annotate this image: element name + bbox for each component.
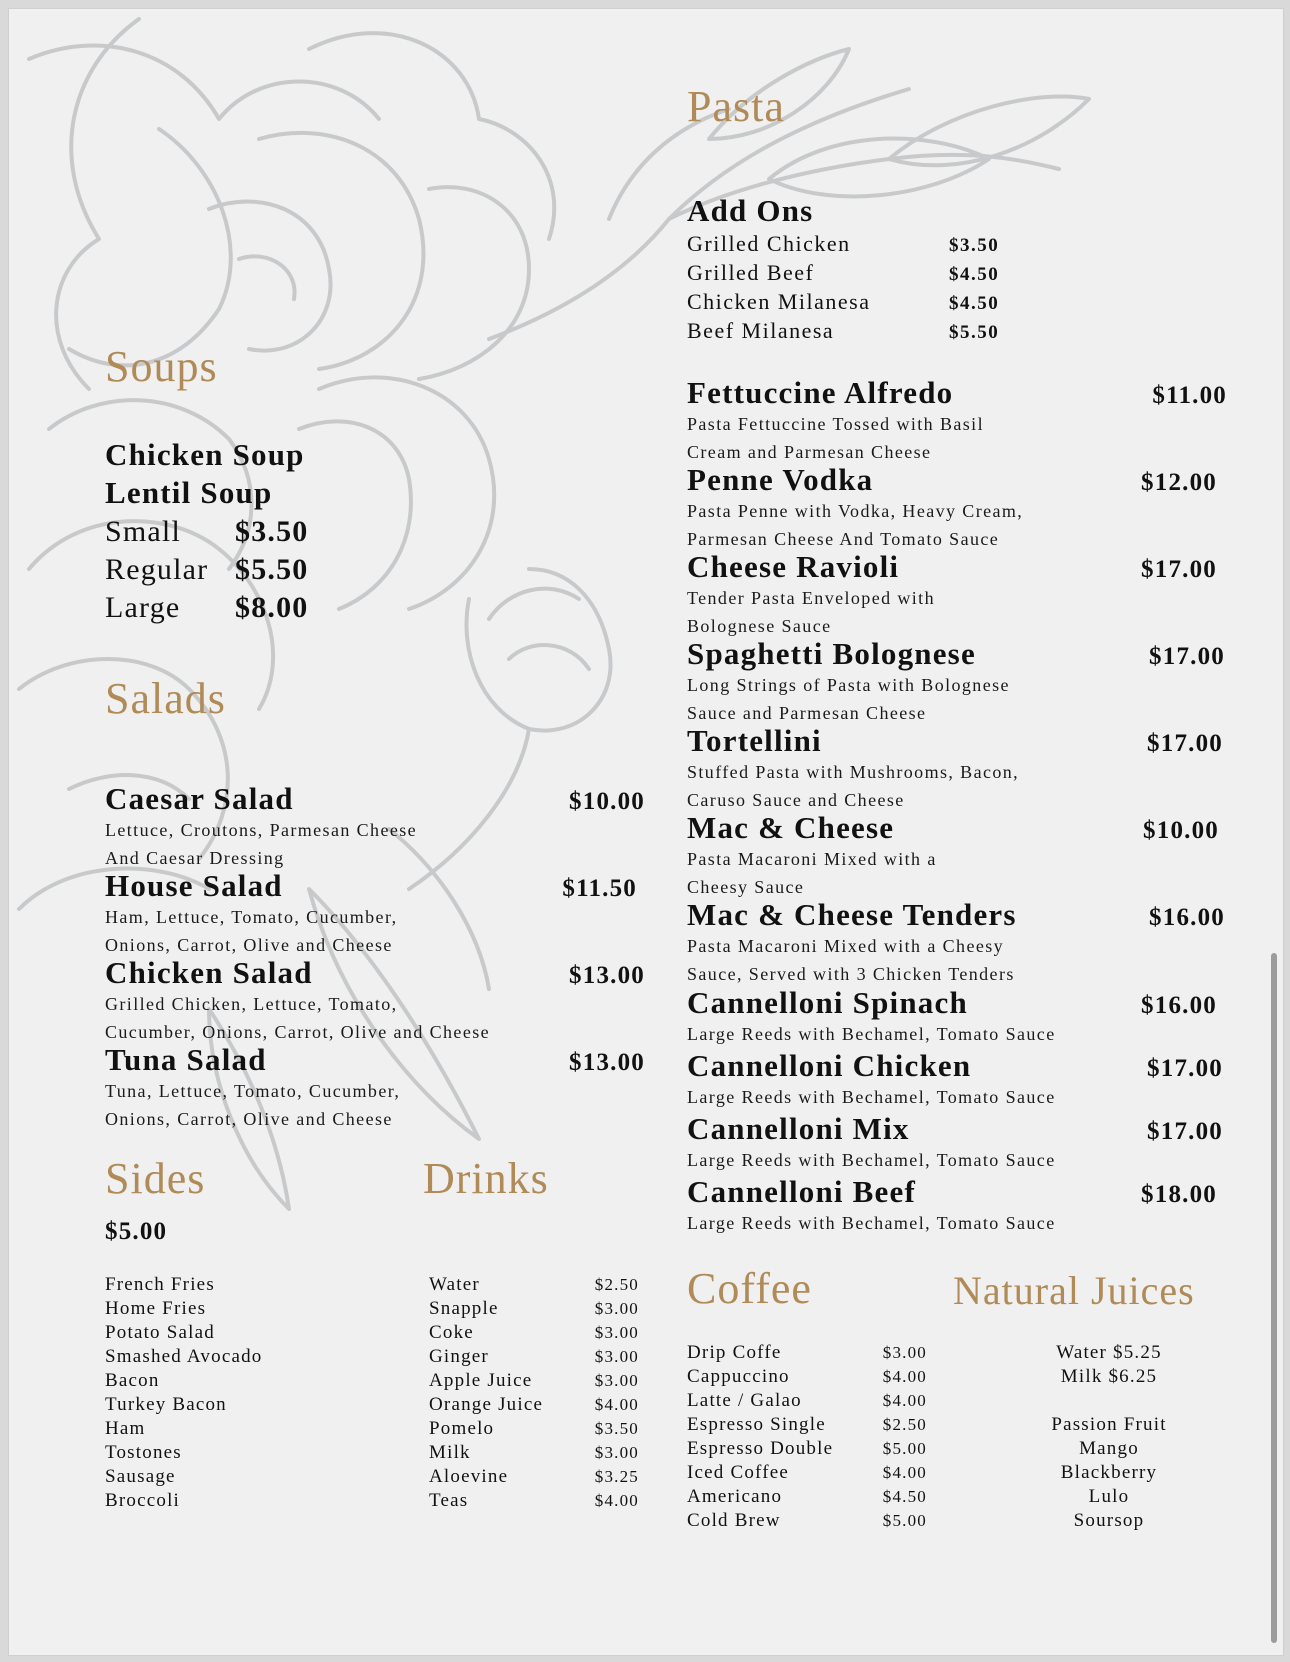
coffee-list: [687, 1341, 927, 1533]
addon-row: [687, 318, 999, 347]
drink-price: $3.00: [594, 1323, 639, 1342]
coffee-row: [687, 1509, 927, 1533]
side-item: Bacon: [105, 1370, 160, 1391]
addon-name: Grilled Chicken: [687, 231, 851, 256]
pasta-desc: Large Reeds with Bechamel, Tomato Sauce: [687, 1150, 1056, 1170]
drink-price: $3.00: [594, 1299, 639, 1318]
vertical-scrollbar[interactable]: [1271, 953, 1277, 1643]
side-item: Sausage: [105, 1466, 176, 1487]
addon-price: $4.50: [949, 264, 1000, 285]
addon-price: $4.50: [949, 293, 1000, 314]
salad-name: Chicken Salad: [105, 955, 313, 990]
salad-price: $13.00: [569, 1049, 645, 1076]
pasta-desc: Parmesan Cheese And Tomato Sauce: [687, 529, 1000, 549]
soup-size-name: Large: [105, 591, 181, 624]
pasta-desc: Sauce and Parmesan Cheese: [687, 703, 927, 723]
pasta-desc: Stuffed Pasta with Mushrooms, Bacon,: [687, 762, 1020, 782]
side-item: Ham: [105, 1418, 146, 1439]
drink-name: Ginger: [429, 1346, 489, 1367]
pasta-desc: Sauce, Served with 3 Chicken Tenders: [687, 964, 1015, 984]
coffee-name: Drip Coffe: [687, 1342, 782, 1363]
soup-size-row: [105, 591, 309, 629]
salad-desc: Cucumber, Onions, Carrot, Olive and Cheese: [105, 1022, 491, 1042]
juice-flavor: Soursop: [1073, 1510, 1145, 1531]
pasta-desc: Cream and Parmesan Cheese: [687, 442, 932, 462]
pasta-price: $10.00: [1143, 817, 1219, 844]
pasta-price: $17.00: [1147, 1055, 1223, 1082]
coffee-row: [687, 1413, 927, 1437]
soups-heading: Soups: [105, 342, 218, 391]
pasta-name: Cheese Ravioli: [687, 549, 900, 584]
drinks-list: [429, 1273, 639, 1513]
coffee-price: $5.00: [882, 1439, 927, 1458]
soup-size-price: $5.50: [235, 553, 309, 586]
drink-name: Apple Juice: [429, 1370, 533, 1391]
pasta-desc: Bolognese Sauce: [687, 616, 832, 636]
drink-name: Aloevine: [429, 1466, 509, 1487]
sides-heading: Sides: [105, 1154, 206, 1203]
pasta-item: [687, 987, 1217, 1046]
drink-row: [429, 1465, 639, 1489]
coffee-name: Latte / Galao: [687, 1390, 802, 1411]
soup-size-price: $8.00: [235, 591, 309, 624]
pasta-name: Cannelloni Chicken: [687, 1048, 972, 1083]
juices-list: [1009, 1341, 1209, 1533]
drink-row: [429, 1369, 639, 1393]
drink-row: [429, 1441, 639, 1465]
coffee-name: Cappuccino: [687, 1366, 790, 1387]
pasta-name: Cannelloni Mix: [687, 1111, 910, 1146]
salad-item: [105, 783, 645, 870]
pasta-price: $11.00: [1152, 382, 1227, 409]
coffee-price: $4.00: [882, 1391, 927, 1410]
soup-item: Lentil Soup: [105, 475, 273, 510]
soup-size-row: [105, 515, 309, 553]
coffee-price: $5.00: [882, 1511, 927, 1530]
drink-name: Pomelo: [429, 1418, 495, 1439]
side-item: Turkey Bacon: [105, 1394, 227, 1415]
coffee-row: [687, 1485, 927, 1509]
salad-desc: Onions, Carrot, Olive and Cheese: [105, 1109, 393, 1129]
drink-name: Snapple: [429, 1298, 499, 1319]
salad-price: $11.50: [562, 875, 637, 902]
drink-name: Teas: [429, 1490, 469, 1511]
pasta-item: [687, 377, 1227, 464]
pasta-item: [687, 725, 1223, 812]
coffee-name: Iced Coffee: [687, 1462, 789, 1483]
pasta-desc: Tender Pasta Enveloped with: [687, 588, 935, 608]
pasta-desc: Cheesy Sauce: [687, 877, 805, 897]
coffee-row: [687, 1341, 927, 1365]
coffee-name: Espresso Double: [687, 1438, 834, 1459]
pasta-item: [687, 812, 1219, 899]
addon-name: Grilled Beef: [687, 260, 815, 285]
salad-name: House Salad: [105, 868, 283, 903]
drink-price: $4.00: [594, 1395, 639, 1414]
pasta-name: Tortellini: [687, 723, 822, 758]
drink-price: $3.00: [594, 1371, 639, 1390]
addon-price: $3.50: [949, 235, 1000, 256]
pasta-desc: Pasta Fettuccine Tossed with Basil: [687, 414, 984, 434]
pasta-name: Cannelloni Beef: [687, 1174, 916, 1209]
salad-name: Caesar Salad: [105, 781, 294, 816]
menu-page: [8, 8, 1284, 1656]
juice-base: Milk $6.25: [1060, 1366, 1158, 1387]
pasta-desc: Caruso Sauce and Cheese: [687, 790, 905, 810]
side-item: Broccoli: [105, 1490, 181, 1511]
sides-price: $5.00: [105, 1218, 168, 1245]
salad-desc: Lettuce, Croutons, Parmesan Cheese: [105, 820, 418, 840]
pasta-price: $18.00: [1141, 1181, 1217, 1208]
coffee-name: Cold Brew: [687, 1510, 781, 1531]
addon-name: Beef Milanesa: [687, 318, 835, 343]
drink-price: $3.00: [594, 1347, 639, 1366]
pasta-desc: Large Reeds with Bechamel, Tomato Sauce: [687, 1213, 1056, 1233]
drink-row: [429, 1273, 639, 1297]
drink-name: Milk: [429, 1442, 471, 1463]
salad-desc: Ham, Lettuce, Tomato, Cucumber,: [105, 907, 398, 927]
salads-heading: Salads: [105, 674, 226, 723]
drink-price: $3.00: [594, 1443, 639, 1462]
salad-desc: And Caesar Dressing: [105, 848, 285, 868]
drink-row: [429, 1417, 639, 1441]
salad-item: [105, 1044, 645, 1131]
coffee-name: Americano: [687, 1486, 783, 1507]
salad-desc: Onions, Carrot, Olive and Cheese: [105, 935, 393, 955]
soup-size-name: Small: [105, 515, 182, 548]
pasta-name: Penne Vodka: [687, 462, 874, 497]
pasta-item: [687, 551, 1217, 638]
drink-row: [429, 1345, 639, 1369]
drink-price: $3.25: [594, 1467, 639, 1486]
pasta-desc: Large Reeds with Bechamel, Tomato Sauce: [687, 1087, 1056, 1107]
coffee-row: [687, 1389, 927, 1413]
drink-name: Coke: [429, 1322, 474, 1343]
salad-item: [105, 957, 645, 1044]
pasta-name: Spaghetti Bolognese: [687, 636, 976, 671]
juice-flavor: Blackberry: [1060, 1462, 1158, 1483]
coffee-row: [687, 1437, 927, 1461]
coffee-price: $2.50: [882, 1415, 927, 1434]
coffee-price: $4.00: [882, 1367, 927, 1386]
salad-item: [105, 870, 637, 957]
salad-desc: Tuna, Lettuce, Tomato, Cucumber,: [105, 1081, 401, 1101]
drink-row: [429, 1297, 639, 1321]
drink-price: $2.50: [594, 1275, 639, 1294]
coffee-price: $4.50: [882, 1487, 927, 1506]
pasta-name: Fettuccine Alfredo: [687, 375, 954, 410]
salad-price: $13.00: [569, 962, 645, 989]
pasta-desc: Large Reeds with Bechamel, Tomato Sauce: [687, 1024, 1056, 1044]
addon-row: [687, 289, 999, 318]
addons-list: [687, 231, 999, 347]
pasta-item: [687, 1113, 1223, 1172]
pasta-desc: Pasta Penne with Vodka, Heavy Cream,: [687, 501, 1024, 521]
pasta-desc: Pasta Macaroni Mixed with a Cheesy: [687, 936, 1005, 956]
coffee-row: [687, 1461, 927, 1485]
addon-row: [687, 260, 999, 289]
pasta-item: [687, 638, 1225, 725]
coffee-name: Espresso Single: [687, 1414, 826, 1435]
drink-price: $4.00: [594, 1491, 639, 1510]
coffee-row: [687, 1365, 927, 1389]
pasta-price: $16.00: [1141, 992, 1217, 1019]
soup-size-name: Regular: [105, 553, 209, 586]
side-item: Tostones: [105, 1442, 182, 1463]
drink-row: [429, 1321, 639, 1345]
pasta-item: [687, 1176, 1217, 1235]
juice-flavor: Passion Fruit: [1051, 1414, 1167, 1435]
drink-name: Water: [429, 1274, 480, 1295]
drink-row: [429, 1393, 639, 1417]
pasta-price: $17.00: [1147, 1118, 1223, 1145]
drink-price: $3.50: [594, 1419, 639, 1438]
side-item: French Fries: [105, 1274, 215, 1295]
pasta-price: $16.00: [1149, 904, 1225, 931]
pasta-item: [687, 464, 1217, 551]
addons-heading: Add Ons: [687, 193, 814, 228]
pasta-desc: Pasta Macaroni Mixed with a: [687, 849, 937, 869]
sides-list: [105, 1273, 263, 1513]
pasta-name: Mac & Cheese Tenders: [687, 897, 1017, 932]
juice-flavor: Mango: [1079, 1438, 1139, 1459]
salad-desc: Grilled Chicken, Lettuce, Tomato,: [105, 994, 398, 1014]
coffee-heading: Coffee: [687, 1264, 812, 1313]
coffee-price: $3.00: [882, 1343, 927, 1362]
side-item: Smashed Avocado: [105, 1346, 263, 1367]
pasta-price: $17.00: [1149, 643, 1225, 670]
soup-item: Chicken Soup: [105, 437, 305, 472]
soup-size-row: [105, 553, 309, 591]
pasta-desc: Long Strings of Pasta with Bolognese: [687, 675, 1010, 695]
drink-name: Orange Juice: [429, 1394, 544, 1415]
side-item: Potato Salad: [105, 1322, 215, 1343]
salad-name: Tuna Salad: [105, 1042, 267, 1077]
pasta-price: $17.00: [1141, 556, 1217, 583]
pasta-name: Cannelloni Spinach: [687, 985, 968, 1020]
drink-row: [429, 1489, 639, 1513]
addon-price: $5.50: [949, 322, 1000, 343]
soups-list: [105, 439, 309, 629]
side-item: Home Fries: [105, 1298, 207, 1319]
salad-price: $10.00: [569, 788, 645, 815]
addon-row: [687, 231, 999, 260]
juice-base: Water $5.25: [1056, 1342, 1162, 1363]
pasta-heading: Pasta: [687, 82, 785, 131]
pasta-item: [687, 1050, 1223, 1109]
pasta-item: [687, 899, 1225, 986]
pasta-price: $12.00: [1141, 469, 1217, 496]
coffee-price: $4.00: [882, 1463, 927, 1482]
pasta-name: Mac & Cheese: [687, 810, 895, 845]
soup-size-price: $3.50: [235, 515, 309, 548]
juices-heading: Natural Juices: [953, 1268, 1195, 1313]
drinks-heading: Drinks: [423, 1154, 549, 1203]
addon-name: Chicken Milanesa: [687, 289, 871, 314]
juice-flavor: Lulo: [1088, 1486, 1130, 1507]
pasta-price: $17.00: [1147, 730, 1223, 757]
